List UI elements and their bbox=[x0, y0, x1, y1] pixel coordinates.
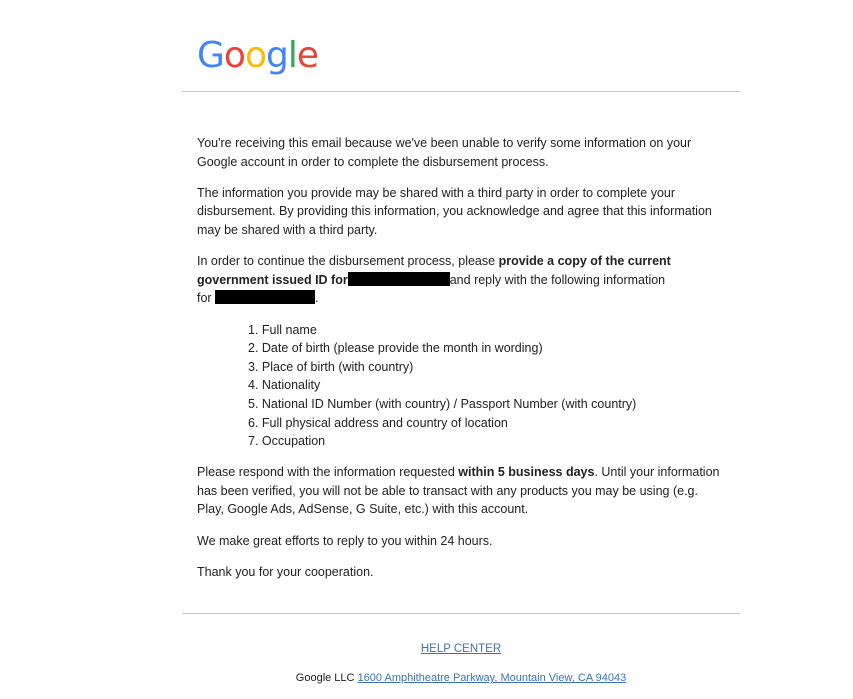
paragraph-reply-time: We make great efforts to reply to you within 24 hours. bbox=[197, 533, 493, 548]
header-divider bbox=[182, 91, 740, 92]
logo-letter: l bbox=[287, 35, 297, 76]
deadline-bold: within 5 business days bbox=[458, 465, 595, 480]
deadline-text: Please respond with the information requested bbox=[197, 465, 459, 480]
id-request-for: for bbox=[197, 291, 212, 306]
redacted-name bbox=[348, 272, 450, 286]
list-item: 3. Place of birth (with country) bbox=[248, 359, 414, 374]
company-name: Google LLC bbox=[295, 672, 355, 684]
logo-letter: o bbox=[223, 35, 245, 76]
paragraph-id-request bbox=[197, 252, 727, 308]
list-item: 7. Occupation bbox=[248, 434, 326, 449]
help-center-link[interactable]: HELP CENTER bbox=[420, 643, 502, 655]
list-item: 5. National ID Number (with country) / Passport Number (with country) bbox=[248, 396, 637, 411]
paragraph-third-party: The information you provide may be shared with a third party in order to complete your disbursement. By providing this information, you acknowledge and agree that this information may be shared with a third party. bbox=[197, 185, 712, 237]
list-item: 2. Date of birth (please provide the month in wording) bbox=[248, 341, 543, 356]
email-body bbox=[197, 134, 727, 594]
list-item: 1. Full name bbox=[248, 322, 317, 337]
id-request-bold: provide a copy of the current government issued ID for bbox=[197, 254, 671, 287]
list-item: 4. Nationality bbox=[248, 378, 321, 393]
paragraph-deadline bbox=[197, 463, 727, 519]
id-request-text: In order to continue the disbursement process, please bbox=[197, 254, 499, 269]
id-request-text-continued: and reply with the following information bbox=[449, 272, 666, 287]
address-link[interactable]: 1600 Amphitheatre Parkway, Mountain View, CA 94043 bbox=[357, 672, 627, 684]
footer-help bbox=[0, 643, 853, 655]
logo-letter: e bbox=[296, 35, 318, 76]
footer-divider bbox=[182, 613, 740, 614]
footer-address bbox=[0, 672, 853, 684]
paragraph-thanks: Thank you for your cooperation. bbox=[197, 564, 374, 579]
google-logo bbox=[197, 34, 318, 78]
deadline-text-continued: . Until your information has been verified, you will not be able to transact with any products you may be using (e.g. Play, Google Ads, AdSense, G Suite, etc.) with this account. bbox=[197, 465, 720, 517]
logo-letter: G bbox=[197, 35, 224, 76]
list-item: 6. Full physical address and country of location bbox=[248, 415, 508, 430]
logo-letter: o bbox=[244, 35, 266, 76]
required-info-list bbox=[197, 321, 727, 451]
id-request-period: . bbox=[315, 291, 319, 306]
logo-letter: g bbox=[265, 35, 288, 76]
redacted-account bbox=[215, 290, 315, 304]
paragraph-verification-notice: You're receiving this email because we've been unable to verify some information on your Google account in order to complete the disbursement process. bbox=[197, 136, 692, 169]
